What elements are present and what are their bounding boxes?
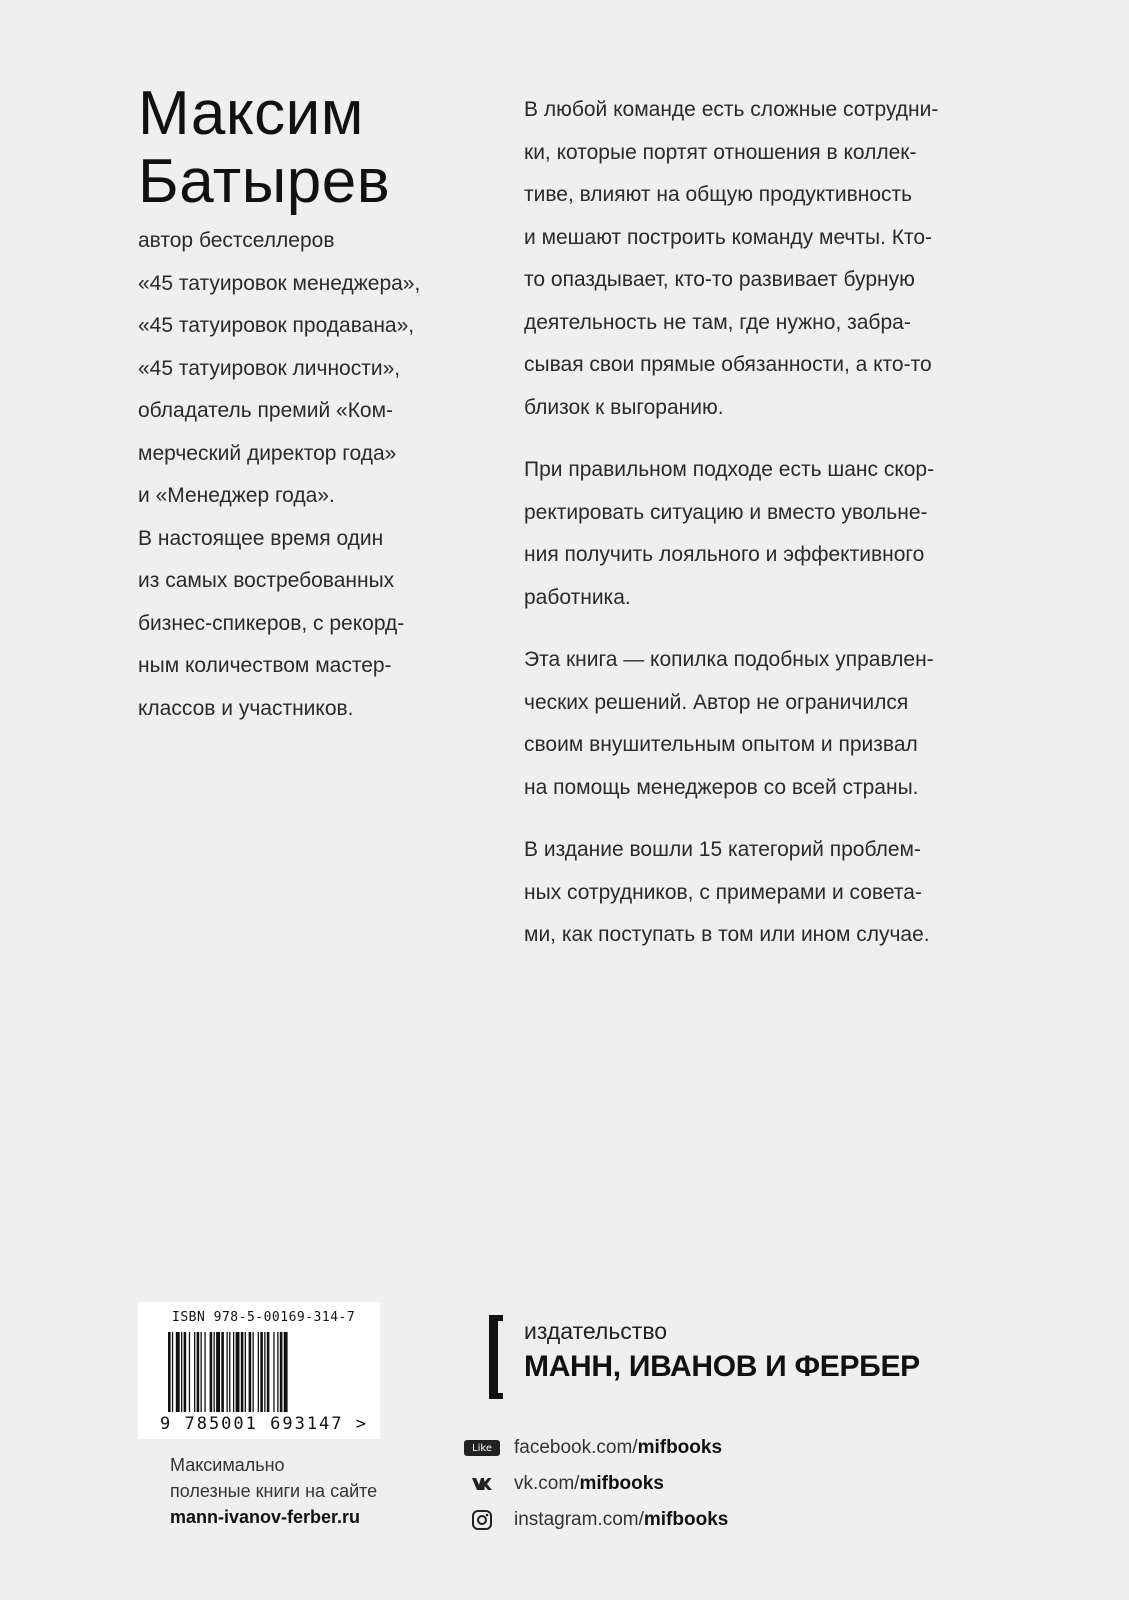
- description-line: При правильном подходе есть шанс скор-: [524, 458, 935, 481]
- description-line: работника.: [524, 585, 631, 609]
- description-paragraph: [524, 89, 1004, 429]
- social-links: [460, 1430, 728, 1538]
- bio-line: «45 татуировок менеджера»,: [138, 271, 421, 295]
- social-link-vk[interactable]: [460, 1466, 728, 1502]
- description-paragraph: [524, 829, 1004, 957]
- bio-line: бизнес-спикеров, с рекорд-: [138, 611, 405, 635]
- barcode-icon: [168, 1332, 354, 1412]
- bio-line: обладатель премий «Ком-: [138, 399, 394, 422]
- description-line: тиве, влияют на общую продуктивность: [524, 183, 913, 206]
- description-line: ных сотрудников, с примерами и совета-: [524, 880, 922, 904]
- vk-icon: [460, 1473, 504, 1495]
- bio-line: «45 татуировок личности»,: [138, 356, 401, 380]
- instagram-icon: [460, 1509, 504, 1531]
- bio-line: ным количеством мастер-: [138, 654, 392, 677]
- social-link-instagram[interactable]: [460, 1502, 728, 1538]
- social-handle: mifbooks: [637, 1437, 723, 1458]
- site-promo: [170, 1452, 377, 1530]
- social-prefix: instagram.com/: [514, 1509, 644, 1530]
- description-line: деятельность не там, где нужно, забра-: [524, 310, 911, 334]
- site-url-link[interactable]: mann-ivanov-ferber.ru: [170, 1507, 361, 1527]
- bio-line: классов и участников.: [138, 696, 354, 720]
- author-name: [138, 80, 390, 216]
- author-bio: [138, 220, 478, 730]
- facebook-like-icon: Like: [464, 1440, 500, 1456]
- description-line: ческих решений. Автор не ограничился: [524, 690, 909, 714]
- social-handle: mifbooks: [643, 1509, 729, 1530]
- book-description: [524, 89, 1004, 977]
- bio-line: и «Менеджер года».: [138, 484, 335, 507]
- publisher-label: издательство: [524, 1318, 668, 1344]
- promo-line: полезные книги на сайте: [170, 1481, 378, 1501]
- description-line: ки, которые портят отношения в коллек-: [524, 140, 917, 164]
- description-line: ректировать ситуацию и вместо увольне-: [524, 500, 928, 524]
- author-last-name: Батырев: [138, 147, 391, 216]
- description-line: сывая свои прямые обязанности, а кто-то: [524, 353, 932, 376]
- description-line: ми, как поступать в том или ином случае.: [524, 923, 930, 946]
- social-prefix: vk.com/: [514, 1473, 580, 1494]
- bio-line: из самых востребованных: [138, 569, 395, 592]
- description-line: В издание вошли 15 категорий проблем-: [524, 838, 921, 861]
- barcode-label: [138, 1302, 380, 1439]
- description-line: Эта книга — копилка подобных управлен-: [524, 648, 934, 671]
- description-line: то опаздывает, кто-то развивает бурную: [524, 268, 915, 291]
- description-paragraph: [524, 449, 1004, 619]
- publisher-bracket-icon: [489, 1315, 503, 1399]
- bio-line: мерческий директор года»: [138, 441, 397, 465]
- author-first-name: Максим: [138, 79, 364, 148]
- description-line: ния получить лояльного и эффективного: [524, 543, 925, 566]
- description-paragraph: [524, 639, 1004, 809]
- description-line: и мешают построить команду мечты. Кто-: [524, 225, 933, 249]
- social-prefix: facebook.com/: [514, 1437, 638, 1458]
- social-link-facebook[interactable]: [460, 1430, 728, 1466]
- social-handle: mifbooks: [579, 1473, 664, 1494]
- description-line: В любой команде есть сложные сотрудни-: [524, 98, 939, 121]
- isbn-text: ISBN 978-5-00169-314-7: [172, 1310, 356, 1325]
- promo-line: Максимально: [170, 1455, 285, 1475]
- bio-line: В настоящее время один: [138, 526, 384, 550]
- bio-line: «45 татуировок продавана»,: [138, 314, 415, 337]
- publisher-name: МАНН, ИВАНОВ И ФЕРБЕР: [524, 1350, 920, 1383]
- description-line: своим внушительным опытом и призвал: [524, 733, 918, 756]
- description-line: близок к выгоранию.: [524, 395, 724, 419]
- bio-line: автор бестселлеров: [138, 229, 335, 252]
- barcode-digits: 9 785001 693147 >: [160, 1414, 368, 1434]
- description-line: на помощь менеджеров со всей страны.: [524, 775, 919, 799]
